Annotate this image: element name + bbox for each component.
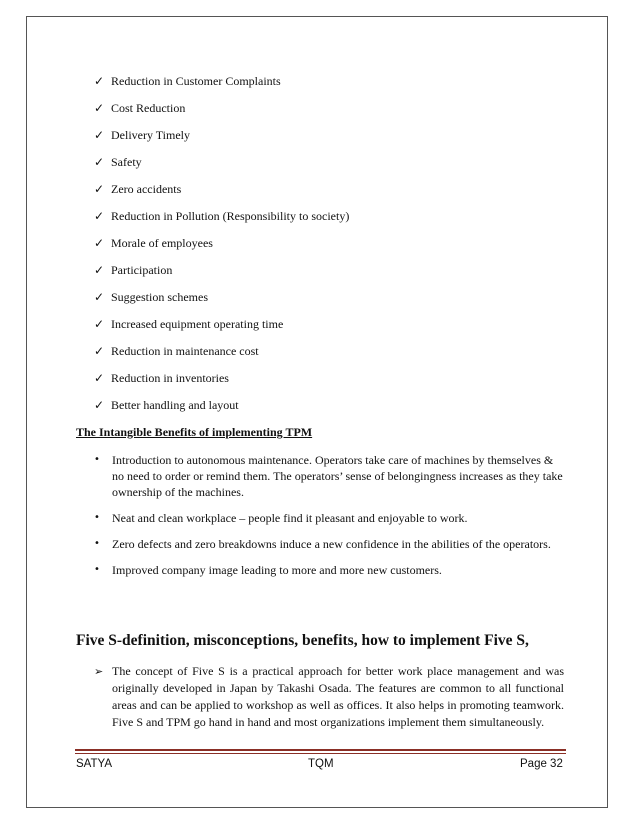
tangible-benefits-list [94, 73, 349, 424]
checkmark-icon: ✓ [94, 128, 105, 142]
list-item: • Introduction to autonomous maintenance. Operators take care of machines by themselves & no need to order or remind them. The operators’ sense of belongingness increases as they take ownership of the machines. [94, 453, 563, 499]
list-item: ✓ Participation [94, 263, 173, 277]
list-item: ✓ Safety [94, 155, 142, 169]
footer-author: SATYA [76, 758, 112, 770]
bullet-icon: • [94, 512, 100, 523]
checkmark-icon: ✓ [94, 155, 105, 169]
list-item: ✓ Reduction in maintenance cost [94, 344, 259, 358]
footer-title: TQM [308, 758, 334, 770]
intangible-benefits-list [94, 452, 564, 578]
checkmark-icon: ✓ [94, 74, 105, 88]
five-s-heading: Five S-definition, misconceptions, benefits, how to implement Five S, [76, 632, 529, 649]
list-item: • Neat and clean workplace – people find it pleasant and enjoyable to work. [94, 511, 468, 525]
list-item: ✓ Cost Reduction [94, 101, 186, 115]
bullet-icon: • [94, 538, 100, 549]
checkmark-icon: ✓ [94, 236, 105, 250]
intangible-benefits-heading: The Intangible Benefits of implementing TPM [76, 425, 313, 439]
list-item: ✓ Reduction in Pollution (Responsibility to society) [94, 209, 350, 223]
list-item: ✓ Suggestion schemes [94, 290, 208, 304]
list-item: ✓ Increased equipment operating time [94, 317, 284, 331]
checkmark-icon: ✓ [94, 344, 105, 358]
checkmark-icon: ✓ [94, 263, 105, 277]
five-s-paragraph: ➢ The concept of Five S is a practical approach for better work place management and was originally developed in Japan by Takashi Osada. The features are common to all functional areas and can be applied to workshop as well as offices. It also helps in promoting teamwork. Five S and TPM go hand in hand and most organizations implement them simultaneously. [94, 664, 564, 729]
checkmark-icon: ✓ [94, 209, 105, 223]
list-item: ✓ Reduction in inventories [94, 371, 229, 385]
page-number: Page 32 [520, 758, 563, 770]
bullet-icon: • [94, 564, 100, 575]
checkmark-icon: ✓ [94, 182, 105, 196]
footer-rule [75, 753, 566, 754]
footer-rule [75, 749, 566, 751]
list-item: ✓ Morale of employees [94, 236, 213, 250]
list-item: • Zero defects and zero breakdowns induce a new confidence in the abilities of the operators. [94, 537, 551, 551]
bullet-icon: • [94, 454, 100, 465]
checkmark-icon: ✓ [94, 290, 105, 304]
checkmark-icon: ✓ [94, 371, 105, 385]
checkmark-icon: ✓ [94, 317, 105, 331]
list-item: ✓ Better handling and layout [94, 398, 239, 412]
checkmark-icon: ✓ [94, 101, 105, 115]
arrow-bullet-icon: ➢ [94, 665, 104, 678]
list-item: ✓ Delivery Timely [94, 128, 191, 142]
list-item: ✓ Reduction in Customer Complaints [94, 74, 281, 88]
checkmark-icon: ✓ [94, 398, 105, 412]
list-item: • Improved company image leading to more and more new customers. [94, 563, 442, 577]
list-item: ✓ Zero accidents [94, 182, 182, 196]
